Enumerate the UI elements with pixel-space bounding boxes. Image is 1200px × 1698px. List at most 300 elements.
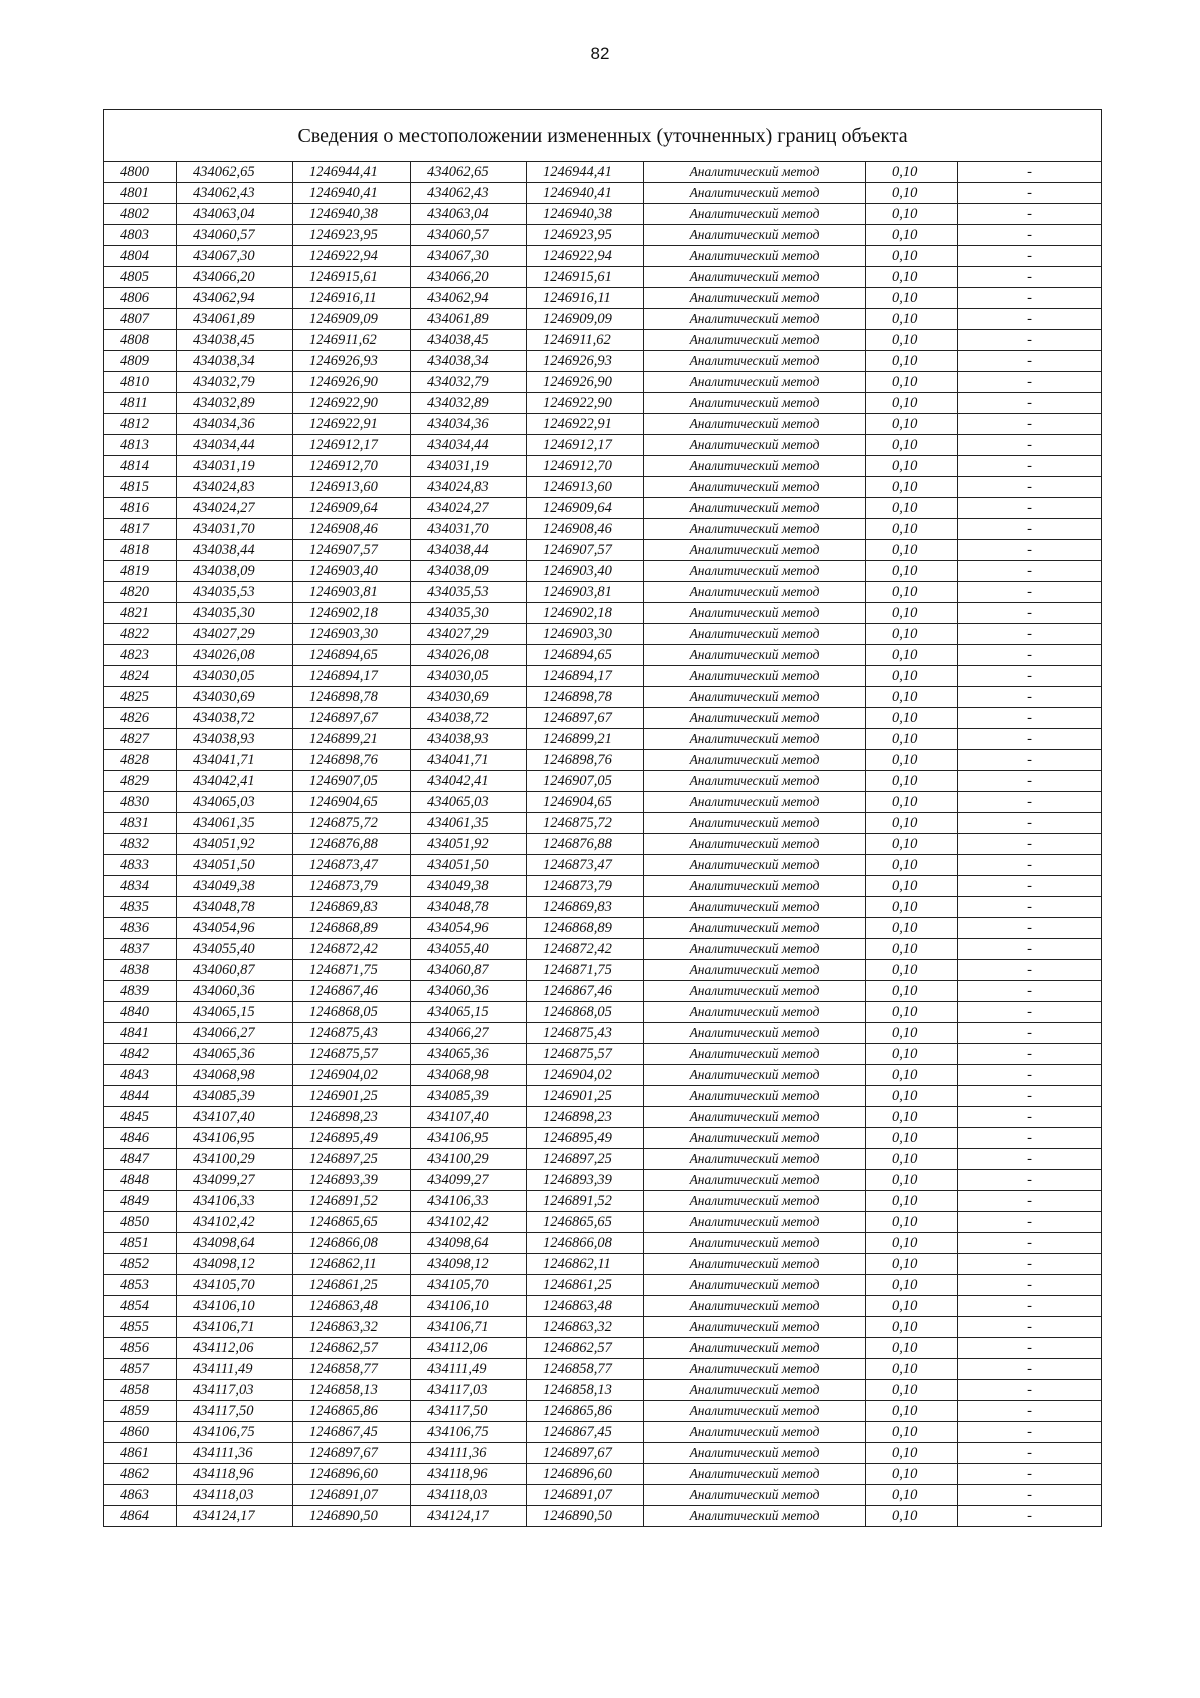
cell-accuracy: 0,10	[866, 1275, 958, 1296]
cell-point-number: 4815	[104, 477, 177, 498]
cell-x-existing: 434098,64	[177, 1233, 293, 1254]
cell-x-existing: 434106,10	[177, 1296, 293, 1317]
cell-y-existing: 1246875,57	[293, 1044, 411, 1065]
cell-description: -	[958, 918, 1102, 939]
table-row	[104, 1359, 1102, 1380]
cell-description: -	[958, 687, 1102, 708]
table-row	[104, 456, 1102, 477]
cell-accuracy: 0,10	[866, 414, 958, 435]
cell-point-number: 4859	[104, 1401, 177, 1422]
cell-x-existing: 434048,78	[177, 897, 293, 918]
cell-accuracy: 0,10	[866, 1149, 958, 1170]
cell-x-refined: 434066,20	[411, 267, 527, 288]
table-row	[104, 876, 1102, 897]
cell-y-refined: 1246903,30	[527, 624, 644, 645]
cell-description: -	[958, 1464, 1102, 1485]
cell-description: -	[958, 1422, 1102, 1443]
cell-y-refined: 1246913,60	[527, 477, 644, 498]
cell-accuracy: 0,10	[866, 1086, 958, 1107]
cell-description: -	[958, 246, 1102, 267]
table-row	[104, 750, 1102, 771]
table-row	[104, 162, 1102, 183]
cell-accuracy: 0,10	[866, 1191, 958, 1212]
cell-y-refined: 1246858,77	[527, 1359, 644, 1380]
table-row	[104, 204, 1102, 225]
cell-method: Аналитический метод	[644, 225, 866, 246]
cell-description: -	[958, 414, 1102, 435]
cell-x-refined: 434106,71	[411, 1317, 527, 1338]
cell-x-existing: 434098,12	[177, 1254, 293, 1275]
cell-point-number: 4841	[104, 1023, 177, 1044]
cell-point-number: 4849	[104, 1191, 177, 1212]
cell-method: Аналитический метод	[644, 162, 866, 183]
cell-y-existing: 1246867,45	[293, 1422, 411, 1443]
table-row	[104, 897, 1102, 918]
cell-description: -	[958, 309, 1102, 330]
table-row	[104, 1002, 1102, 1023]
cell-point-number: 4830	[104, 792, 177, 813]
cell-y-refined: 1246940,38	[527, 204, 644, 225]
cell-point-number: 4852	[104, 1254, 177, 1275]
cell-y-existing: 1246865,86	[293, 1401, 411, 1422]
cell-y-existing: 1246875,72	[293, 813, 411, 834]
cell-y-refined: 1246858,13	[527, 1380, 644, 1401]
cell-method: Аналитический метод	[644, 519, 866, 540]
cell-method: Аналитический метод	[644, 1338, 866, 1359]
cell-y-existing: 1246911,62	[293, 330, 411, 351]
cell-method: Аналитический метод	[644, 1191, 866, 1212]
cell-method: Аналитический метод	[644, 1170, 866, 1191]
cell-accuracy: 0,10	[866, 267, 958, 288]
cell-x-refined: 434062,94	[411, 288, 527, 309]
cell-method: Аналитический метод	[644, 309, 866, 330]
cell-description: -	[958, 162, 1102, 183]
cell-x-refined: 434099,27	[411, 1170, 527, 1191]
cell-point-number: 4845	[104, 1107, 177, 1128]
cell-method: Аналитический метод	[644, 414, 866, 435]
cell-x-existing: 434038,93	[177, 729, 293, 750]
cell-accuracy: 0,10	[866, 330, 958, 351]
cell-description: -	[958, 645, 1102, 666]
cell-y-existing: 1246907,57	[293, 540, 411, 561]
cell-x-existing: 434117,50	[177, 1401, 293, 1422]
cell-method: Аналитический метод	[644, 1359, 866, 1380]
cell-point-number: 4808	[104, 330, 177, 351]
cell-y-refined: 1246875,72	[527, 813, 644, 834]
cell-method: Аналитический метод	[644, 582, 866, 603]
cell-method: Аналитический метод	[644, 624, 866, 645]
cell-x-refined: 434065,03	[411, 792, 527, 813]
cell-y-existing: 1246908,46	[293, 519, 411, 540]
cell-x-existing: 434067,30	[177, 246, 293, 267]
cell-description: -	[958, 1044, 1102, 1065]
cell-y-refined: 1246904,02	[527, 1065, 644, 1086]
cell-y-refined: 1246866,08	[527, 1233, 644, 1254]
cell-method: Аналитический метод	[644, 204, 866, 225]
cell-method: Аналитический метод	[644, 1233, 866, 1254]
cell-point-number: 4834	[104, 876, 177, 897]
cell-point-number: 4861	[104, 1443, 177, 1464]
table-row	[104, 729, 1102, 750]
cell-x-refined: 434067,30	[411, 246, 527, 267]
cell-accuracy: 0,10	[866, 687, 958, 708]
cell-method: Аналитический метод	[644, 813, 866, 834]
cell-x-existing: 434117,03	[177, 1380, 293, 1401]
cell-accuracy: 0,10	[866, 1401, 958, 1422]
cell-x-existing: 434038,09	[177, 561, 293, 582]
table-row	[104, 918, 1102, 939]
cell-y-refined: 1246898,78	[527, 687, 644, 708]
cell-accuracy: 0,10	[866, 1338, 958, 1359]
cell-y-existing: 1246868,05	[293, 1002, 411, 1023]
cell-description: -	[958, 1086, 1102, 1107]
cell-method: Аналитический метод	[644, 834, 866, 855]
cell-y-refined: 1246875,57	[527, 1044, 644, 1065]
cell-y-existing: 1246907,05	[293, 771, 411, 792]
cell-method: Аналитический метод	[644, 687, 866, 708]
cell-y-existing: 1246909,09	[293, 309, 411, 330]
table-row	[104, 687, 1102, 708]
cell-x-existing: 434107,40	[177, 1107, 293, 1128]
cell-description: -	[958, 981, 1102, 1002]
cell-point-number: 4846	[104, 1128, 177, 1149]
cell-x-existing: 434106,33	[177, 1191, 293, 1212]
cell-accuracy: 0,10	[866, 288, 958, 309]
cell-accuracy: 0,10	[866, 918, 958, 939]
cell-y-refined: 1246891,52	[527, 1191, 644, 1212]
cell-method: Аналитический метод	[644, 939, 866, 960]
cell-x-existing: 434065,36	[177, 1044, 293, 1065]
cell-point-number: 4864	[104, 1506, 177, 1527]
cell-y-refined: 1246911,62	[527, 330, 644, 351]
cell-y-refined: 1246897,25	[527, 1149, 644, 1170]
cell-x-existing: 434062,94	[177, 288, 293, 309]
cell-x-existing: 434030,69	[177, 687, 293, 708]
table-row	[104, 1254, 1102, 1275]
cell-y-refined: 1246902,18	[527, 603, 644, 624]
cell-x-existing: 434062,43	[177, 183, 293, 204]
table-row	[104, 1506, 1102, 1527]
cell-method: Аналитический метод	[644, 1275, 866, 1296]
cell-accuracy: 0,10	[866, 1023, 958, 1044]
cell-x-existing: 434066,27	[177, 1023, 293, 1044]
cell-x-existing: 434038,45	[177, 330, 293, 351]
cell-x-refined: 434118,96	[411, 1464, 527, 1485]
cell-point-number: 4801	[104, 183, 177, 204]
cell-point-number: 4851	[104, 1233, 177, 1254]
table-row	[104, 603, 1102, 624]
boundary-coordinates-table	[103, 109, 1102, 1527]
cell-method: Аналитический метод	[644, 1107, 866, 1128]
cell-y-existing: 1246903,30	[293, 624, 411, 645]
cell-x-refined: 434031,19	[411, 456, 527, 477]
table-row	[104, 1296, 1102, 1317]
cell-point-number: 4820	[104, 582, 177, 603]
table-row	[104, 1422, 1102, 1443]
cell-x-existing: 434054,96	[177, 918, 293, 939]
cell-x-existing: 434111,36	[177, 1443, 293, 1464]
cell-x-refined: 434038,72	[411, 708, 527, 729]
table-body	[104, 110, 1102, 1527]
cell-accuracy: 0,10	[866, 1002, 958, 1023]
cell-y-existing: 1246898,78	[293, 687, 411, 708]
cell-description: -	[958, 1170, 1102, 1191]
page-number: 82	[590, 44, 610, 63]
cell-x-refined: 434117,03	[411, 1380, 527, 1401]
cell-accuracy: 0,10	[866, 561, 958, 582]
cell-y-refined: 1246909,09	[527, 309, 644, 330]
cell-x-refined: 434030,69	[411, 687, 527, 708]
cell-x-existing: 434060,57	[177, 225, 293, 246]
cell-point-number: 4832	[104, 834, 177, 855]
cell-y-existing: 1246895,49	[293, 1128, 411, 1149]
cell-accuracy: 0,10	[866, 225, 958, 246]
cell-description: -	[958, 708, 1102, 729]
cell-description: -	[958, 1296, 1102, 1317]
cell-y-existing: 1246891,07	[293, 1485, 411, 1506]
cell-x-existing: 434051,92	[177, 834, 293, 855]
cell-method: Аналитический метод	[644, 792, 866, 813]
cell-y-existing: 1246903,40	[293, 561, 411, 582]
cell-description: -	[958, 267, 1102, 288]
cell-method: Аналитический метод	[644, 918, 866, 939]
cell-y-existing: 1246904,65	[293, 792, 411, 813]
table-row	[104, 372, 1102, 393]
cell-accuracy: 0,10	[866, 1233, 958, 1254]
cell-x-existing: 434118,03	[177, 1485, 293, 1506]
cell-point-number: 4802	[104, 204, 177, 225]
cell-method: Аналитический метод	[644, 1401, 866, 1422]
cell-accuracy: 0,10	[866, 477, 958, 498]
cell-x-refined: 434051,92	[411, 834, 527, 855]
cell-accuracy: 0,10	[866, 582, 958, 603]
cell-description: -	[958, 834, 1102, 855]
table-row	[104, 414, 1102, 435]
cell-y-refined: 1246922,91	[527, 414, 644, 435]
cell-x-existing: 434105,70	[177, 1275, 293, 1296]
cell-x-existing: 434112,06	[177, 1338, 293, 1359]
cell-point-number: 4804	[104, 246, 177, 267]
cell-y-existing: 1246926,90	[293, 372, 411, 393]
cell-method: Аналитический метод	[644, 645, 866, 666]
cell-method: Аналитический метод	[644, 1044, 866, 1065]
cell-y-existing: 1246915,61	[293, 267, 411, 288]
cell-y-existing: 1246875,43	[293, 1023, 411, 1044]
cell-description: -	[958, 1485, 1102, 1506]
cell-x-existing: 434061,35	[177, 813, 293, 834]
cell-description: -	[958, 1359, 1102, 1380]
cell-y-refined: 1246862,11	[527, 1254, 644, 1275]
cell-point-number: 4842	[104, 1044, 177, 1065]
table-row	[104, 246, 1102, 267]
cell-description: -	[958, 1380, 1102, 1401]
cell-description: -	[958, 813, 1102, 834]
cell-accuracy: 0,10	[866, 876, 958, 897]
cell-y-existing: 1246899,21	[293, 729, 411, 750]
cell-point-number: 4814	[104, 456, 177, 477]
cell-y-existing: 1246858,77	[293, 1359, 411, 1380]
cell-x-refined: 434041,71	[411, 750, 527, 771]
cell-point-number: 4836	[104, 918, 177, 939]
cell-y-refined: 1246873,79	[527, 876, 644, 897]
cell-y-refined: 1246862,57	[527, 1338, 644, 1359]
cell-y-refined: 1246916,11	[527, 288, 644, 309]
cell-y-existing: 1246876,88	[293, 834, 411, 855]
cell-x-existing: 434038,44	[177, 540, 293, 561]
cell-method: Аналитический метод	[644, 1422, 866, 1443]
cell-x-refined: 434034,36	[411, 414, 527, 435]
table-row	[104, 1275, 1102, 1296]
cell-description: -	[958, 519, 1102, 540]
cell-method: Аналитический метод	[644, 540, 866, 561]
cell-method: Аналитический метод	[644, 981, 866, 1002]
cell-method: Аналитический метод	[644, 477, 866, 498]
cell-accuracy: 0,10	[866, 204, 958, 225]
table-row	[104, 792, 1102, 813]
cell-x-existing: 434085,39	[177, 1086, 293, 1107]
table-row	[104, 708, 1102, 729]
table-row	[104, 1317, 1102, 1338]
cell-y-refined: 1246896,60	[527, 1464, 644, 1485]
table-row	[104, 834, 1102, 855]
cell-x-refined: 434031,70	[411, 519, 527, 540]
cell-point-number: 4829	[104, 771, 177, 792]
cell-y-refined: 1246861,25	[527, 1275, 644, 1296]
table-row	[104, 666, 1102, 687]
cell-description: -	[958, 1254, 1102, 1275]
cell-accuracy: 0,10	[866, 1170, 958, 1191]
cell-y-existing: 1246872,42	[293, 939, 411, 960]
cell-x-refined: 434060,36	[411, 981, 527, 1002]
cell-x-existing: 434106,71	[177, 1317, 293, 1338]
cell-accuracy: 0,10	[866, 1212, 958, 1233]
cell-y-refined: 1246909,64	[527, 498, 644, 519]
cell-method: Аналитический метод	[644, 1464, 866, 1485]
table-row	[104, 309, 1102, 330]
cell-y-refined: 1246871,75	[527, 960, 644, 981]
cell-y-existing: 1246898,76	[293, 750, 411, 771]
cell-point-number: 4824	[104, 666, 177, 687]
cell-x-refined: 434105,70	[411, 1275, 527, 1296]
cell-y-refined: 1246899,21	[527, 729, 644, 750]
cell-y-refined: 1246915,61	[527, 267, 644, 288]
table-row	[104, 1086, 1102, 1107]
cell-accuracy: 0,10	[866, 1485, 958, 1506]
cell-description: -	[958, 750, 1102, 771]
cell-y-refined: 1246922,90	[527, 393, 644, 414]
cell-x-existing: 434051,50	[177, 855, 293, 876]
cell-accuracy: 0,10	[866, 1443, 958, 1464]
cell-point-number: 4822	[104, 624, 177, 645]
table-row	[104, 1401, 1102, 1422]
cell-point-number: 4862	[104, 1464, 177, 1485]
cell-method: Аналитический метод	[644, 1443, 866, 1464]
cell-x-refined: 434124,17	[411, 1506, 527, 1527]
cell-y-refined: 1246926,93	[527, 351, 644, 372]
cell-x-refined: 434038,09	[411, 561, 527, 582]
cell-point-number: 4837	[104, 939, 177, 960]
cell-x-refined: 434118,03	[411, 1485, 527, 1506]
cell-y-refined: 1246944,41	[527, 162, 644, 183]
cell-method: Аналитический метод	[644, 666, 866, 687]
cell-x-refined: 434032,79	[411, 372, 527, 393]
cell-y-refined: 1246865,65	[527, 1212, 644, 1233]
cell-method: Аналитический метод	[644, 246, 866, 267]
cell-x-existing: 434055,40	[177, 939, 293, 960]
cell-accuracy: 0,10	[866, 645, 958, 666]
cell-accuracy: 0,10	[866, 813, 958, 834]
cell-x-refined: 434106,95	[411, 1128, 527, 1149]
cell-accuracy: 0,10	[866, 351, 958, 372]
cell-y-refined: 1246923,95	[527, 225, 644, 246]
cell-x-refined: 434024,27	[411, 498, 527, 519]
cell-x-existing: 434026,08	[177, 645, 293, 666]
cell-description: -	[958, 225, 1102, 246]
cell-x-existing: 434030,05	[177, 666, 293, 687]
cell-y-existing: 1246897,67	[293, 708, 411, 729]
cell-x-refined: 434085,39	[411, 1086, 527, 1107]
cell-y-refined: 1246891,07	[527, 1485, 644, 1506]
cell-x-refined: 434026,08	[411, 645, 527, 666]
cell-y-refined: 1246863,32	[527, 1317, 644, 1338]
cell-y-refined: 1246940,41	[527, 183, 644, 204]
cell-accuracy: 0,10	[866, 603, 958, 624]
cell-x-refined: 434038,34	[411, 351, 527, 372]
cell-y-existing: 1246858,13	[293, 1380, 411, 1401]
table-title: Сведения о местоположении измененных (уточненных) границ объекта	[104, 110, 1102, 162]
cell-method: Аналитический метод	[644, 1485, 866, 1506]
cell-y-refined: 1246893,39	[527, 1170, 644, 1191]
cell-x-refined: 434112,06	[411, 1338, 527, 1359]
cell-description: -	[958, 393, 1102, 414]
cell-y-refined: 1246869,83	[527, 897, 644, 918]
cell-point-number: 4853	[104, 1275, 177, 1296]
cell-description: -	[958, 1233, 1102, 1254]
cell-y-existing: 1246913,60	[293, 477, 411, 498]
table-row	[104, 771, 1102, 792]
cell-description: -	[958, 729, 1102, 750]
cell-x-refined: 434065,15	[411, 1002, 527, 1023]
cell-accuracy: 0,10	[866, 939, 958, 960]
cell-description: -	[958, 540, 1102, 561]
cell-accuracy: 0,10	[866, 393, 958, 414]
cell-method: Аналитический метод	[644, 729, 866, 750]
cell-point-number: 4835	[104, 897, 177, 918]
cell-accuracy: 0,10	[866, 1422, 958, 1443]
cell-x-existing: 434102,42	[177, 1212, 293, 1233]
cell-accuracy: 0,10	[866, 183, 958, 204]
cell-y-existing: 1246894,17	[293, 666, 411, 687]
cell-description: -	[958, 603, 1102, 624]
table-row	[104, 393, 1102, 414]
cell-description: -	[958, 351, 1102, 372]
cell-description: -	[958, 771, 1102, 792]
table-row	[104, 1023, 1102, 1044]
cell-y-refined: 1246903,40	[527, 561, 644, 582]
cell-point-number: 4839	[104, 981, 177, 1002]
cell-x-refined: 434065,36	[411, 1044, 527, 1065]
cell-method: Аналитический метод	[644, 897, 866, 918]
cell-accuracy: 0,10	[866, 1254, 958, 1275]
cell-method: Аналитический метод	[644, 1086, 866, 1107]
cell-method: Аналитический метод	[644, 183, 866, 204]
cell-point-number: 4806	[104, 288, 177, 309]
cell-y-existing: 1246863,48	[293, 1296, 411, 1317]
cell-x-existing: 434049,38	[177, 876, 293, 897]
cell-point-number: 4831	[104, 813, 177, 834]
cell-description: -	[958, 435, 1102, 456]
cell-x-existing: 434024,27	[177, 498, 293, 519]
